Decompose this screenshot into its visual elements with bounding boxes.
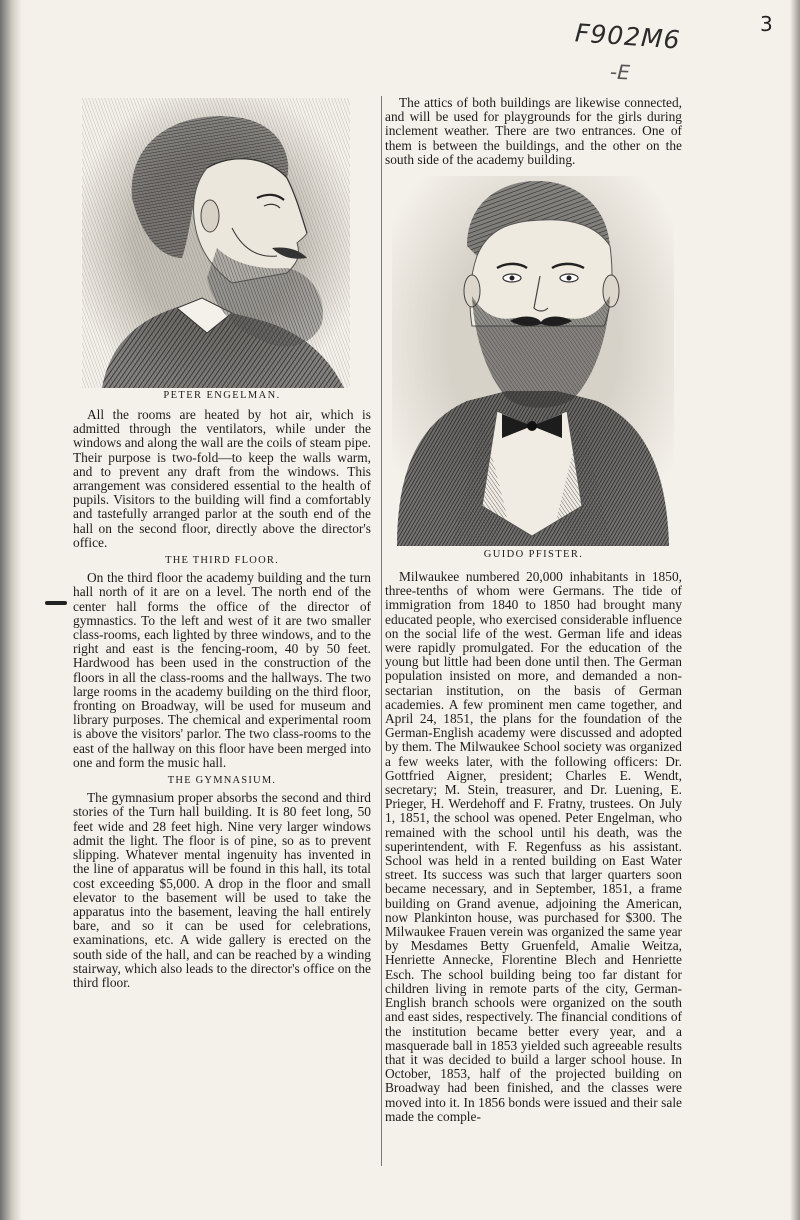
portrait-guido-pfister [392, 176, 674, 546]
caption-guido-pfister: GUIDO PFISTER. [483, 549, 584, 560]
paragraph-third-floor: On the third floor the academy building and the turn hall north of it are on a level. The north end of the center hall forms the office of the director of gymnastics. To the left and west of it are two smaller class-rooms, each lighted by three windows, and to the right and east is the fencing-room, 40 by 50 feet. Hardwood has been used in the construction of the floors in all the class-rooms and the hallways. The two large rooms in the academy building on the third floor, fronting on Broadway, will be used for museum and library purposes. The chemical and experimental room is above the visitors' parlor. The two class-rooms to the east of the hallway on this floor have been merged into one and form the music hall. [73, 570, 371, 770]
engraving-image [392, 176, 674, 546]
paragraph-heating: All the rooms are heated by hot air, which is admitted through the ventilators, while under the windows and along the wall are the coils of steam pipe. Their purpose is two-fold—to keep the walls warm, and to prevent any draft from the windows. This arrangement was considered essential to the health of pupils. Visitors to the building will find a comfortably and tastefully arranged parlor at the south end of the hall on the second floor, directly above the director's office. [73, 407, 371, 550]
paragraph-attics: The attics of both buildings are likewise connected, and will be used for playgrounds for the girls during inclement weather. There are two entrances. One of them is between the buildings, and the other on the south side of the academy building. [385, 95, 682, 167]
engraving-image [82, 98, 350, 388]
caption-peter-engelman: PETER ENGELMAN. [163, 390, 281, 401]
page-number: 3 [760, 12, 773, 36]
paragraph-gymnasium: The gymnasium proper absorbs the second and third stories of the Turn hall building. It is 80 feet long, 50 feet wide and 28 feet high. Nine very larger windows admit the light. The floor is of pine, so as to prevent slipping. Whatever mental ingenuity has invented in the line of apparatus will be found in this hall, its total cost exceeding $5,000. A drop in the floor and small elevator to the basement will be used to take the apparatus into the basement, leaving the hall entirely bare, and so it can be used for celebrations, examinations, etc. A wide gallery is erected on the south side of the hall, and can be reached by a winding stairway, which also leads to the director's office on the third floor. [73, 790, 371, 990]
heading-gymnasium: THE GYMNASIUM. [167, 775, 277, 787]
left-column [73, 408, 371, 990]
scan-right-edge [790, 0, 800, 1220]
heading-third-floor: THE THIRD FLOOR. [165, 555, 279, 567]
column-rule [381, 96, 382, 1166]
paragraph-history: Milwaukee numbered 20,000 inhabitants in 1850, three-tenths of whom were Germans. The tide of immigration from 1840 to 1850 had brought many educated people, who exercised considerable influence on the social life of the west. German life and ideas were rapidly promulgated. For the education of the young but little had been done until then. The German population insisted on more, and demanded a non-sectarian institution, on the basis of German academies. A few prominent men came together, and April 24, 1851, the plans for the foundation of the German-English academy were discussed and adopted by them. The Milwaukee School society was organized a few weeks later, with the following officers: Dr. Gottfried Aigner, president; Charles E. Wendt, secretary; M. Stein, treasurer, and Dr. Luening, E. Prieger, H. Werdehoff and F. Fratny, trustees. On July 1, 1851, the school was opened. Peter Engelman, who remained with the school until his death, was the superintendent, with F. Regenfuss as his assistant. School was held in a rented building on East Water street. Its success was such that larger quarters soon became necessary, and in September, 1851, a frame building on Grand avenue, adjoining the American, now Plankinton house, was purchased for $300. The Milwaukee Frauen verein was organized the same year by Mesdames Betty Gruenfeld, Amalie Weitza, Henriette Annecke, Florentine Blech and Henriette Esch. The school building being too far distant for children living in remote parts of the city, German-English branch schools were organized on the south and east sides, respectively. The financial conditions of the institution became better every year, and a masquerade ball in 1853 yielded such agreeable results that it was decided to build a larger school house. In October, 1853, half of the projected building on Broadway had been finished, and the classes were moved into it. In 1856 bonds were issued and their sale made the comple- [385, 569, 682, 1124]
right-column [385, 570, 682, 1124]
scan-edge-shadow [0, 0, 22, 1220]
portrait-peter-engelman [82, 98, 350, 388]
handwritten-code: F902M6 [574, 18, 682, 55]
margin-mark [45, 601, 67, 605]
right-column-top [385, 96, 682, 167]
handwritten-code-2: -E [609, 59, 631, 85]
